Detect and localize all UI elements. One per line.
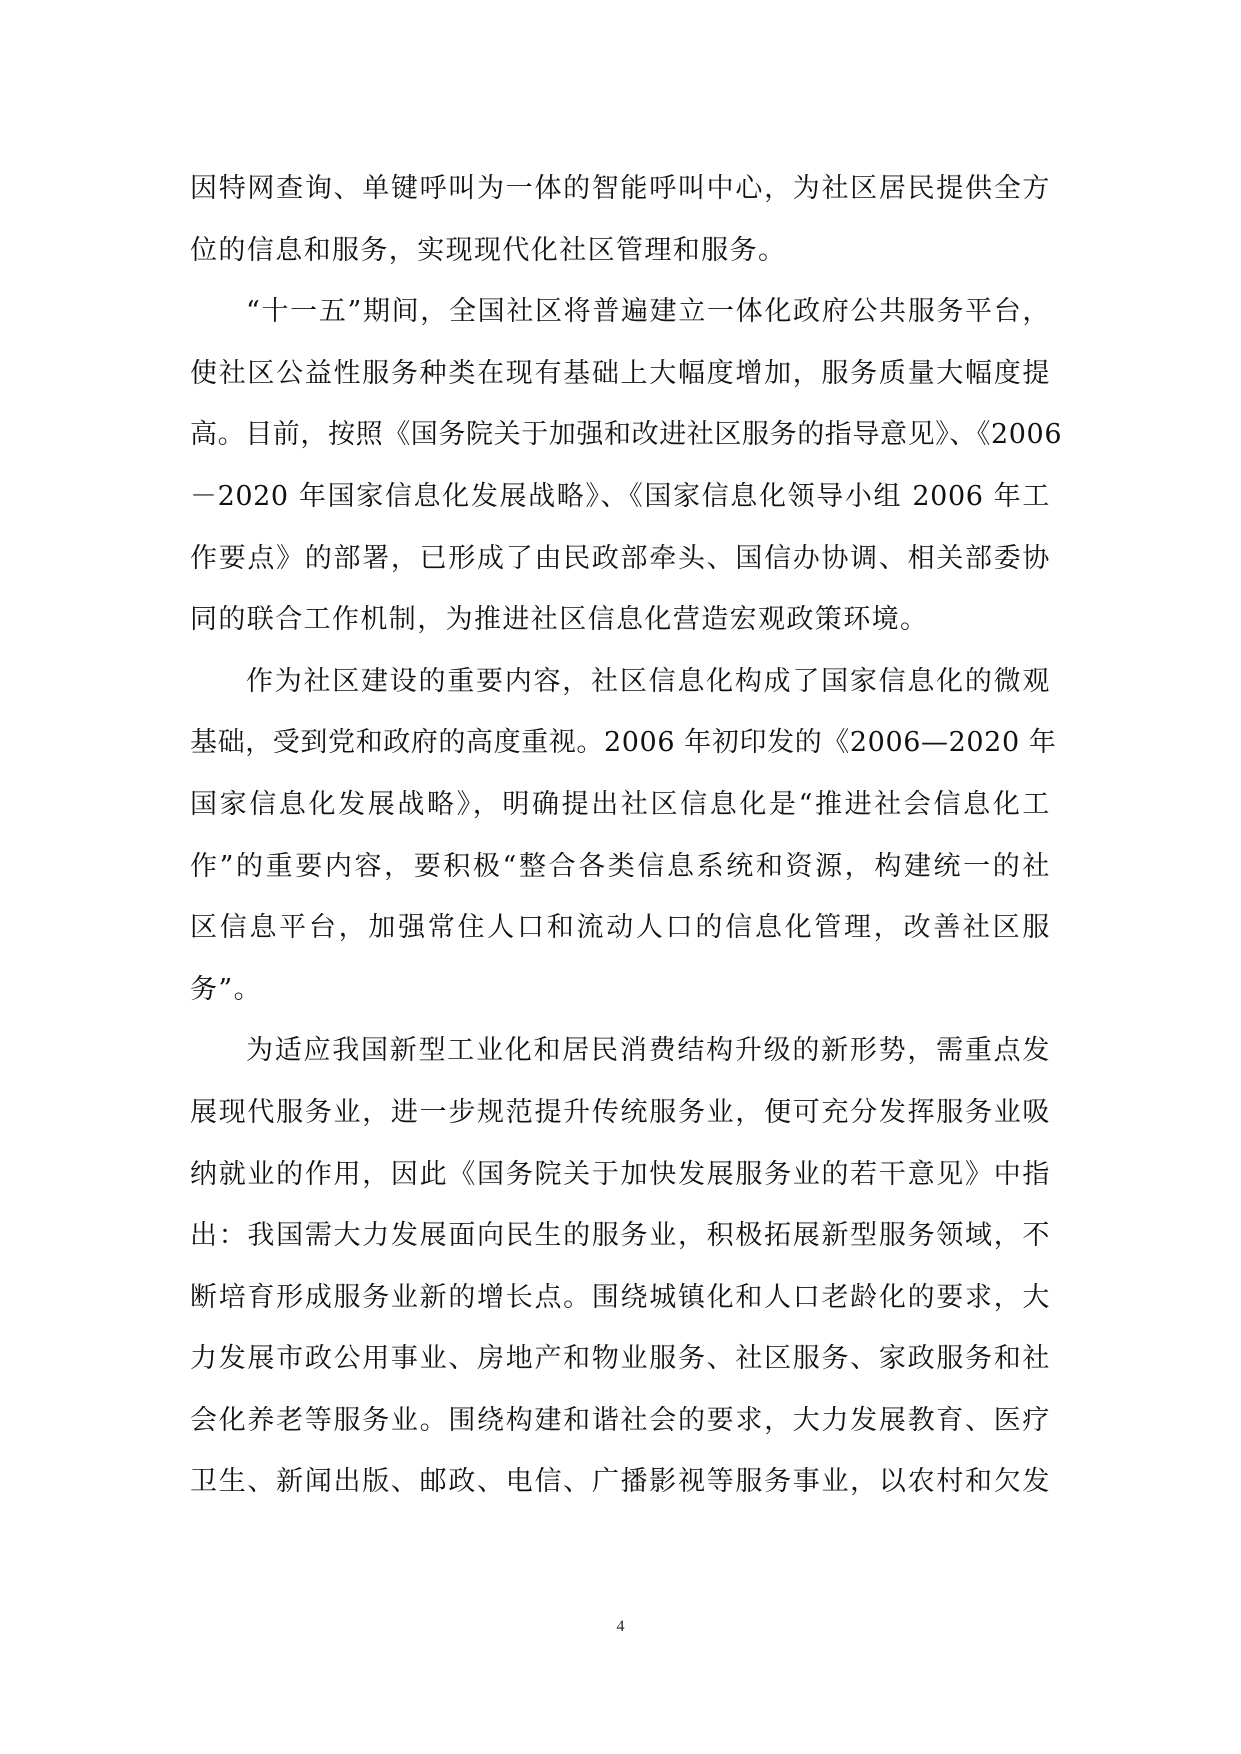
text-line: 纳就业的作用，因此《国务院关于加快发展服务业的若干意见》中指 [190, 1158, 1050, 1190]
text-line: －2020 年国家信息化发展战略》、《国家信息化领导小组 2006 年工 [190, 480, 1050, 512]
text-line: 出：我国需大力发展面向民生的服务业，积极拓展新型服务领域，不 [190, 1220, 1050, 1252]
text-line: 基础，受到党和政府的高度重视。2006 年初印发的《2006—2020 年 [190, 727, 1057, 759]
text-line: 位的信息和服务，实现现代化社区管理和服务。 [190, 234, 787, 266]
text-line: 断培育形成服务业新的增长点。围绕城镇化和人口老龄化的要求，大 [190, 1281, 1050, 1313]
page-number: 4 [616, 1618, 625, 1635]
text-line: 为适应我国新型工业化和居民消费结构升级的新形势，需重点发 [246, 1035, 1050, 1067]
text-line: 使社区公益性服务种类在现有基础上大幅度增加，服务质量大幅度提 [190, 357, 1050, 389]
text-line: 卫生、新闻出版、邮政、电信、广播影视等服务事业，以农村和欠发 [190, 1466, 1050, 1498]
text-line: 作为社区建设的重要内容，社区信息化构成了国家信息化的微观 [246, 665, 1050, 697]
text-line: 会化养老等服务业。围绕构建和谐社会的要求，大力发展教育、医疗 [190, 1404, 1050, 1436]
text-line: 力发展市政公用事业、房地产和物业服务、社区服务、家政服务和社 [190, 1343, 1050, 1375]
text-line: 因特网查询、单键呼叫为一体的智能呼叫中心，为社区居民提供全方 [190, 173, 1050, 204]
text-line: 区信息平台，加强常住人口和流动人口的信息化管理，改善社区服 [190, 912, 1050, 944]
text-line: 务”。 [190, 973, 263, 1005]
body-text [190, 158, 1063, 1513]
text-line: 作”的重要内容，要积极“整合各类信息系统和资源，构建统一的社 [190, 850, 1050, 882]
text-line: “十一五”期间，全国社区将普遍建立一体化政府公共服务平台， [246, 296, 1050, 328]
text-line: 展现代服务业，进一步规范提升传统服务业，便可充分发挥服务业吸 [190, 1096, 1050, 1128]
text-line: 同的联合工作机制，为推进社区信息化营造宏观政策环境。 [190, 604, 929, 636]
text-line: 作要点》的部署，已形成了由民政部牵头、国信办协调、相关部委协 [190, 542, 1050, 574]
text-line: 高。目前，按照《国务院关于加强和改进社区服务的指导意见》、《2006 [190, 419, 1063, 451]
text-line: 国家信息化发展战略》，明确提出社区信息化是“推进社会信息化工 [190, 788, 1050, 820]
